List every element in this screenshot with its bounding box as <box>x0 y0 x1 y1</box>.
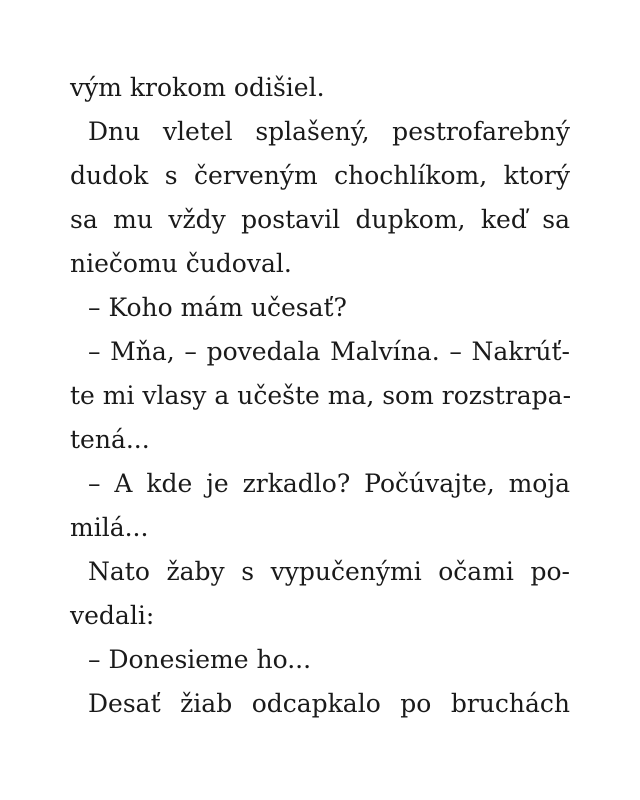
text-line: Nato žaby s vypučenými očami po- <box>88 557 570 586</box>
text-line: – Mňa, – povedala Malvína. – Nakrúť- <box>88 337 570 366</box>
text-line: sa mu vždy postavil dupkom, keď sa <box>70 205 570 234</box>
text-line: vým krokom odišiel. <box>70 73 325 102</box>
text-line: vedali: <box>70 601 155 630</box>
text-line: tená... <box>70 425 150 454</box>
text-line: – Koho mám učesať? <box>88 293 347 322</box>
text-line: dudok s červeným chochlíkom, ktorý <box>70 161 570 190</box>
text-line: – A kde je zrkadlo? Počúvajte, moja <box>88 469 570 498</box>
text-line: niečomu čudoval. <box>70 249 292 278</box>
text-line: milá... <box>70 513 149 542</box>
text-line: Dnu vletel splašený, pestrofarebný <box>88 117 570 146</box>
text-line: Desať žiab odcapkalo po bruchách <box>88 689 570 718</box>
text-line: – Donesieme ho... <box>88 645 312 674</box>
text-line: te mi vlasy a učešte ma, som rozstrapa- <box>70 381 572 410</box>
